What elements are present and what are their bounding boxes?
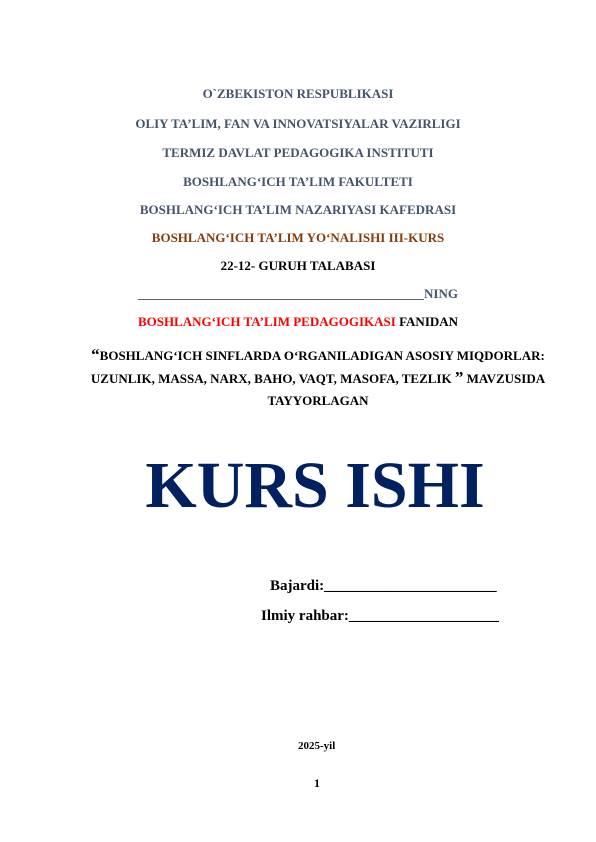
performer-signature-line: Bajardi:_______________________ <box>270 578 497 594</box>
advisor-signature-line: Ilmiy rahbar:____________________ <box>261 608 499 624</box>
faculty-heading: BOSHLANG‘ICH TA’LIM FAKULTETI <box>183 174 413 189</box>
institute-heading: TERMIZ DAVLAT PEDAGOGIKA INSTITUTI <box>162 145 434 160</box>
page-number: 1 <box>314 776 320 790</box>
subject-line <box>0 314 596 330</box>
direction-heading: BOSHLANG‘ICH TA’LIM YO‘NALISHI III-KURS <box>151 230 445 245</box>
department-heading: BOSHLANG‘ICH TA’LIM NAZARIYASI KAFEDRASI <box>139 202 457 217</box>
topic-text: BOSHLANG‘ICH SINFLARDA O‘RGANILADIGAN ASOSIY MIQDORLAR: UZUNLIK, MASSA, NARX, BAHO, VAQT, MASOFA, TEZLIK <box>90 348 545 386</box>
subject-suffix: FANIDAN <box>395 314 459 329</box>
topic-block <box>90 344 546 412</box>
topic-open-quote: “ <box>91 345 100 364</box>
year-label: 2025-yil <box>298 740 336 752</box>
group-heading: 22-12- GURUH TALABASI <box>220 258 376 273</box>
topic-close-quote: ” <box>454 368 464 387</box>
document-title: KURS ISHI <box>145 449 485 522</box>
topic-suffix: MAVZUSIDA TAYYORLAGAN <box>267 371 546 408</box>
republic-heading: O`ZBEKISTON RESPUBLIKASI <box>202 86 394 101</box>
ministry-heading: OLIY TA’LIM, FAN VA INNOVATSIYALAR VAZIRLIGI <box>135 116 461 131</box>
subject-name: BOSHLANG‘ICH TA’LIM PEDAGOGIKASI <box>137 314 396 329</box>
student-name-line: ____________________________________________NING <box>138 286 458 301</box>
